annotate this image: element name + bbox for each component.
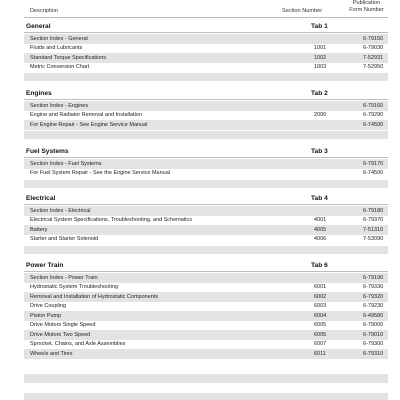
table-row <box>24 159 388 169</box>
row-description: Electrical System Specifications, Troubleshooting, and Schematics <box>30 217 193 223</box>
row-form-number: 7-52931 <box>363 54 384 61</box>
row-form-number: 6-79320 <box>363 293 384 300</box>
row-form-number: 7-51310 <box>363 226 384 233</box>
table-row <box>24 120 388 130</box>
row-form-number: 6-79190 <box>363 274 384 281</box>
section-rule <box>24 99 388 100</box>
header-description: Description <box>30 8 58 14</box>
row-form-number: 6-49580 <box>363 312 384 319</box>
row-description: Drive Motors Two Speed <box>30 331 91 338</box>
row-description: Engine and Radiator Removal and Installation <box>30 112 142 118</box>
spacer-row <box>24 131 388 139</box>
table-row <box>24 34 388 44</box>
row-form-number: 7-52950 <box>363 64 384 70</box>
table-header <box>0 0 400 18</box>
table-row <box>24 169 388 179</box>
table-row <box>24 302 388 312</box>
row-description: Section Index - Power Train <box>30 274 98 281</box>
row-description: Sprocket, Chains, and Axle Assemblies <box>30 341 126 347</box>
row-description: Section Index - General <box>30 35 88 42</box>
row-section-number: 6005 <box>314 322 327 328</box>
row-description: Section Index - Fuel Systems <box>30 160 102 167</box>
row-form-number: 6-74500 <box>363 170 384 176</box>
table-row <box>24 273 388 283</box>
table-row <box>24 111 388 121</box>
table-row <box>24 44 388 54</box>
header-publication-form-number <box>344 0 389 13</box>
row-description: Piston Pump <box>30 312 62 319</box>
row-section-number: 6003 <box>314 303 327 309</box>
header-section-number: Section Number <box>282 8 323 14</box>
table-row <box>24 292 388 302</box>
row-section-number: 4005 <box>314 226 327 233</box>
table-row <box>24 206 388 216</box>
header-publication-line2: Form Number <box>349 6 384 13</box>
table-row <box>24 340 388 350</box>
row-section-number: 1001 <box>314 45 327 51</box>
table-row <box>24 53 388 63</box>
row-form-number: 6-79330 <box>363 284 384 290</box>
row-section-number: 1002 <box>314 54 327 61</box>
row-description: Section Index - Electrical <box>30 207 91 214</box>
section-rule <box>24 32 388 33</box>
spacer-row <box>24 246 388 254</box>
section-title-engines: Engines <box>26 90 52 97</box>
row-form-number: 6-79310 <box>363 350 384 357</box>
spacer-row <box>24 73 388 81</box>
row-description: Wheels and Tires <box>30 350 73 357</box>
spacer-row <box>24 180 388 188</box>
row-form-number: 6-79000 <box>363 322 384 328</box>
row-section-number: 6007 <box>314 341 327 347</box>
row-section-number: 2000 <box>314 112 327 118</box>
row-description: Starter and Starter Solenoid <box>30 236 99 242</box>
table-row <box>24 321 388 331</box>
table-row <box>24 235 388 245</box>
row-section-number: 6002 <box>314 293 327 300</box>
row-form-number: 6-79180 <box>363 207 384 214</box>
spacer-row <box>24 374 388 383</box>
row-description: Battery <box>30 226 48 233</box>
row-section-number: 4001 <box>314 217 327 223</box>
table-row <box>24 101 388 111</box>
section-title-general: General <box>26 23 51 30</box>
table-row <box>24 225 388 235</box>
row-description: Fluids and Lubricants <box>30 45 83 51</box>
row-form-number: 6-79150 <box>363 35 384 42</box>
row-form-number: 6-79170 <box>363 160 384 167</box>
row-section-number: 6005 <box>314 331 327 338</box>
section-tab-general: Tab 1 <box>311 23 328 30</box>
row-form-number: 6-79230 <box>363 303 384 309</box>
table-row <box>24 216 388 226</box>
row-section-number: 6001 <box>314 284 327 290</box>
row-description: Metric Conversion Chart <box>30 64 90 70</box>
row-form-number: 6-79010 <box>363 331 384 338</box>
section-rule <box>24 157 388 158</box>
section-tab-fuel-systems: Tab 3 <box>311 148 328 155</box>
section-tab-engines: Tab 2 <box>311 90 328 97</box>
section-tab-electrical: Tab 4 <box>311 195 328 202</box>
row-description: Standard Torque Specifications <box>30 54 107 61</box>
header-publication-line1: Publication <box>352 0 381 6</box>
row-description: For Fuel System Repair - See the Engine Service Manual <box>30 170 171 176</box>
table-row <box>24 311 388 321</box>
row-section-number: 6011 <box>314 350 326 357</box>
table-row <box>24 330 388 340</box>
row-form-number: 6-79300 <box>363 341 384 347</box>
section-tab-power-train: Tab 6 <box>311 262 328 269</box>
row-description: Drive Coupling <box>30 303 67 309</box>
row-section-number: 6004 <box>314 312 327 319</box>
row-section-number: 4006 <box>314 236 327 242</box>
row-form-number: 6-79370 <box>363 217 384 223</box>
section-rule <box>24 271 388 272</box>
row-form-number: 7-53090 <box>363 236 384 242</box>
row-form-number: 6-79290 <box>363 112 384 118</box>
row-description: Removal and Installation of Hydrostatic Components <box>30 293 159 300</box>
row-description: Section Index - Engines <box>30 102 89 109</box>
row-form-number: 6-79160 <box>363 102 384 109</box>
row-form-number: 6-79030 <box>363 45 384 51</box>
section-title-power-train: Power Train <box>26 262 64 269</box>
section-rule <box>24 204 388 205</box>
row-section-number: 1003 <box>314 64 327 70</box>
table-row <box>24 349 388 359</box>
row-description: Hydrostatic System Troubleshooting <box>30 284 119 290</box>
section-title-electrical: Electrical <box>26 195 56 202</box>
spacer-row <box>24 393 388 400</box>
table-row <box>24 63 388 73</box>
header-rule <box>24 17 388 18</box>
row-description: For Engine Repair - See Engine Service Manual <box>30 121 148 128</box>
row-description: Drive Motors Single Speed <box>30 322 96 328</box>
section-title-fuel-systems: Fuel Systems <box>26 148 69 155</box>
row-form-number: 6-74500 <box>363 121 384 128</box>
table-row <box>24 283 388 293</box>
